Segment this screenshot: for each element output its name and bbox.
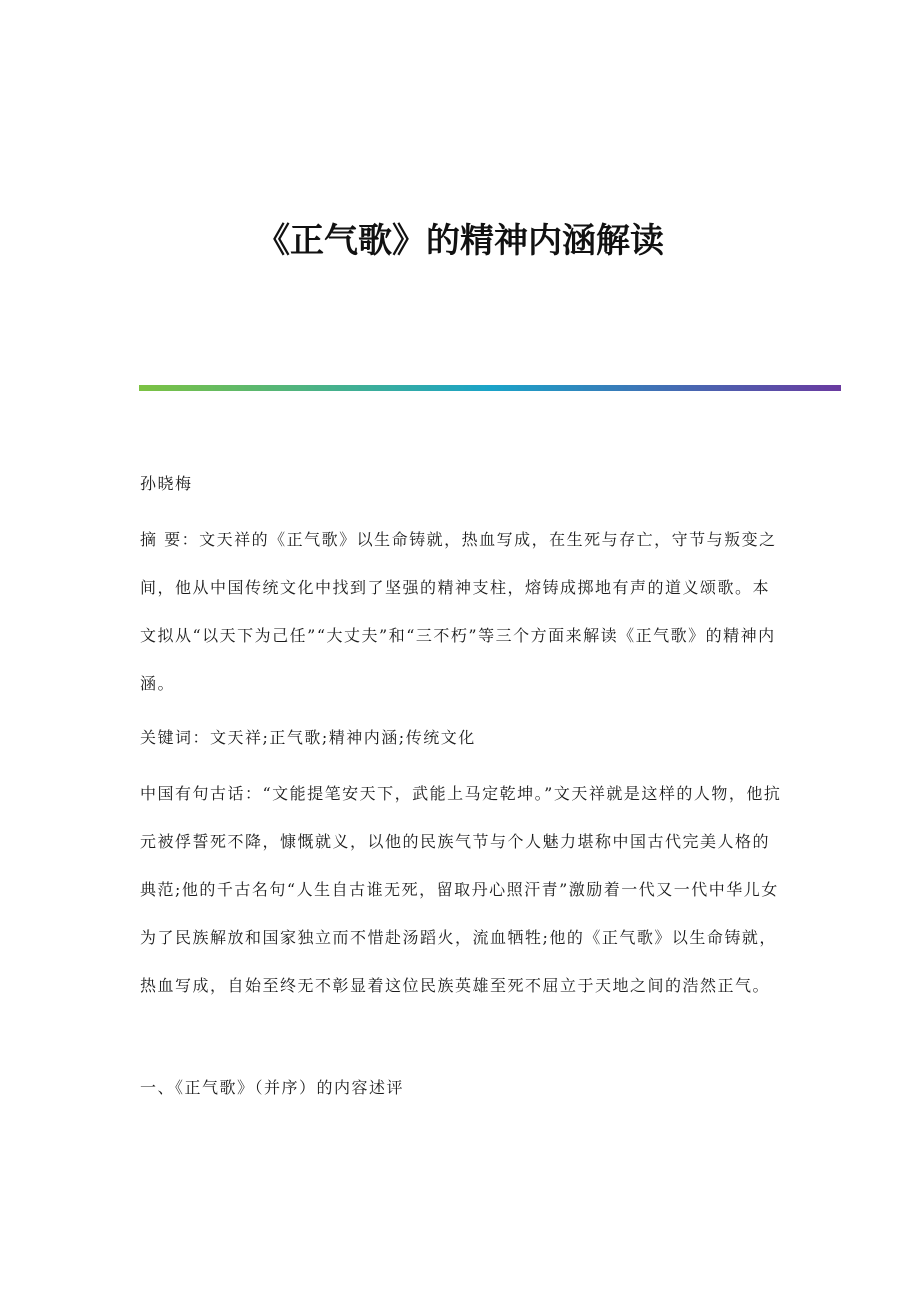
abstract-text: 文天祥的《正气歌》以生命铸就，热血写成，在生死与存亡，守节与叛变之间，他从中国传统文化中找到了坚强的精神支柱，熔铸成掷地有声的道义颂歌。本文拟从“以天下为己任”“大丈夫”和“三不朽”等三个方面来解读《正气歌》的精神内涵。: [140, 530, 777, 693]
section-heading: 一、《正气歌》（并序）的内容述评: [140, 1078, 405, 1097]
abstract-label: 摘 要：: [140, 530, 200, 549]
keywords-label: 关键词：: [140, 728, 211, 747]
keywords-paragraph: [140, 714, 785, 762]
author-name: 孙晓梅: [140, 474, 193, 493]
document-title: 《正气歌》的精神内涵解读: [256, 221, 664, 261]
title-divider: [139, 385, 841, 391]
abstract-paragraph: [140, 516, 785, 708]
keywords-text: 文天祥;正气歌;精神内涵;传统文化: [210, 728, 476, 747]
body-paragraph: 中国有句古话：“文能提笔安天下，武能上马定乾坤。”文天祥就是这样的人物，他抗元被俘誓死不降，慷慨就义，以他的民族气节与个人魅力堪称中国古代完美人格的典范;他的千古名句“人生自古谁无死，留取丹心照汗青”激励着一代又一代中华儿女为了民族解放和国家独立而不惜赴汤蹈火，流血牺牲;他的《正气歌》以生命铸就，热血写成，自始至终无不彰显着这位民族英雄至死不屈立于天地之间的浩然正气。: [140, 784, 782, 995]
